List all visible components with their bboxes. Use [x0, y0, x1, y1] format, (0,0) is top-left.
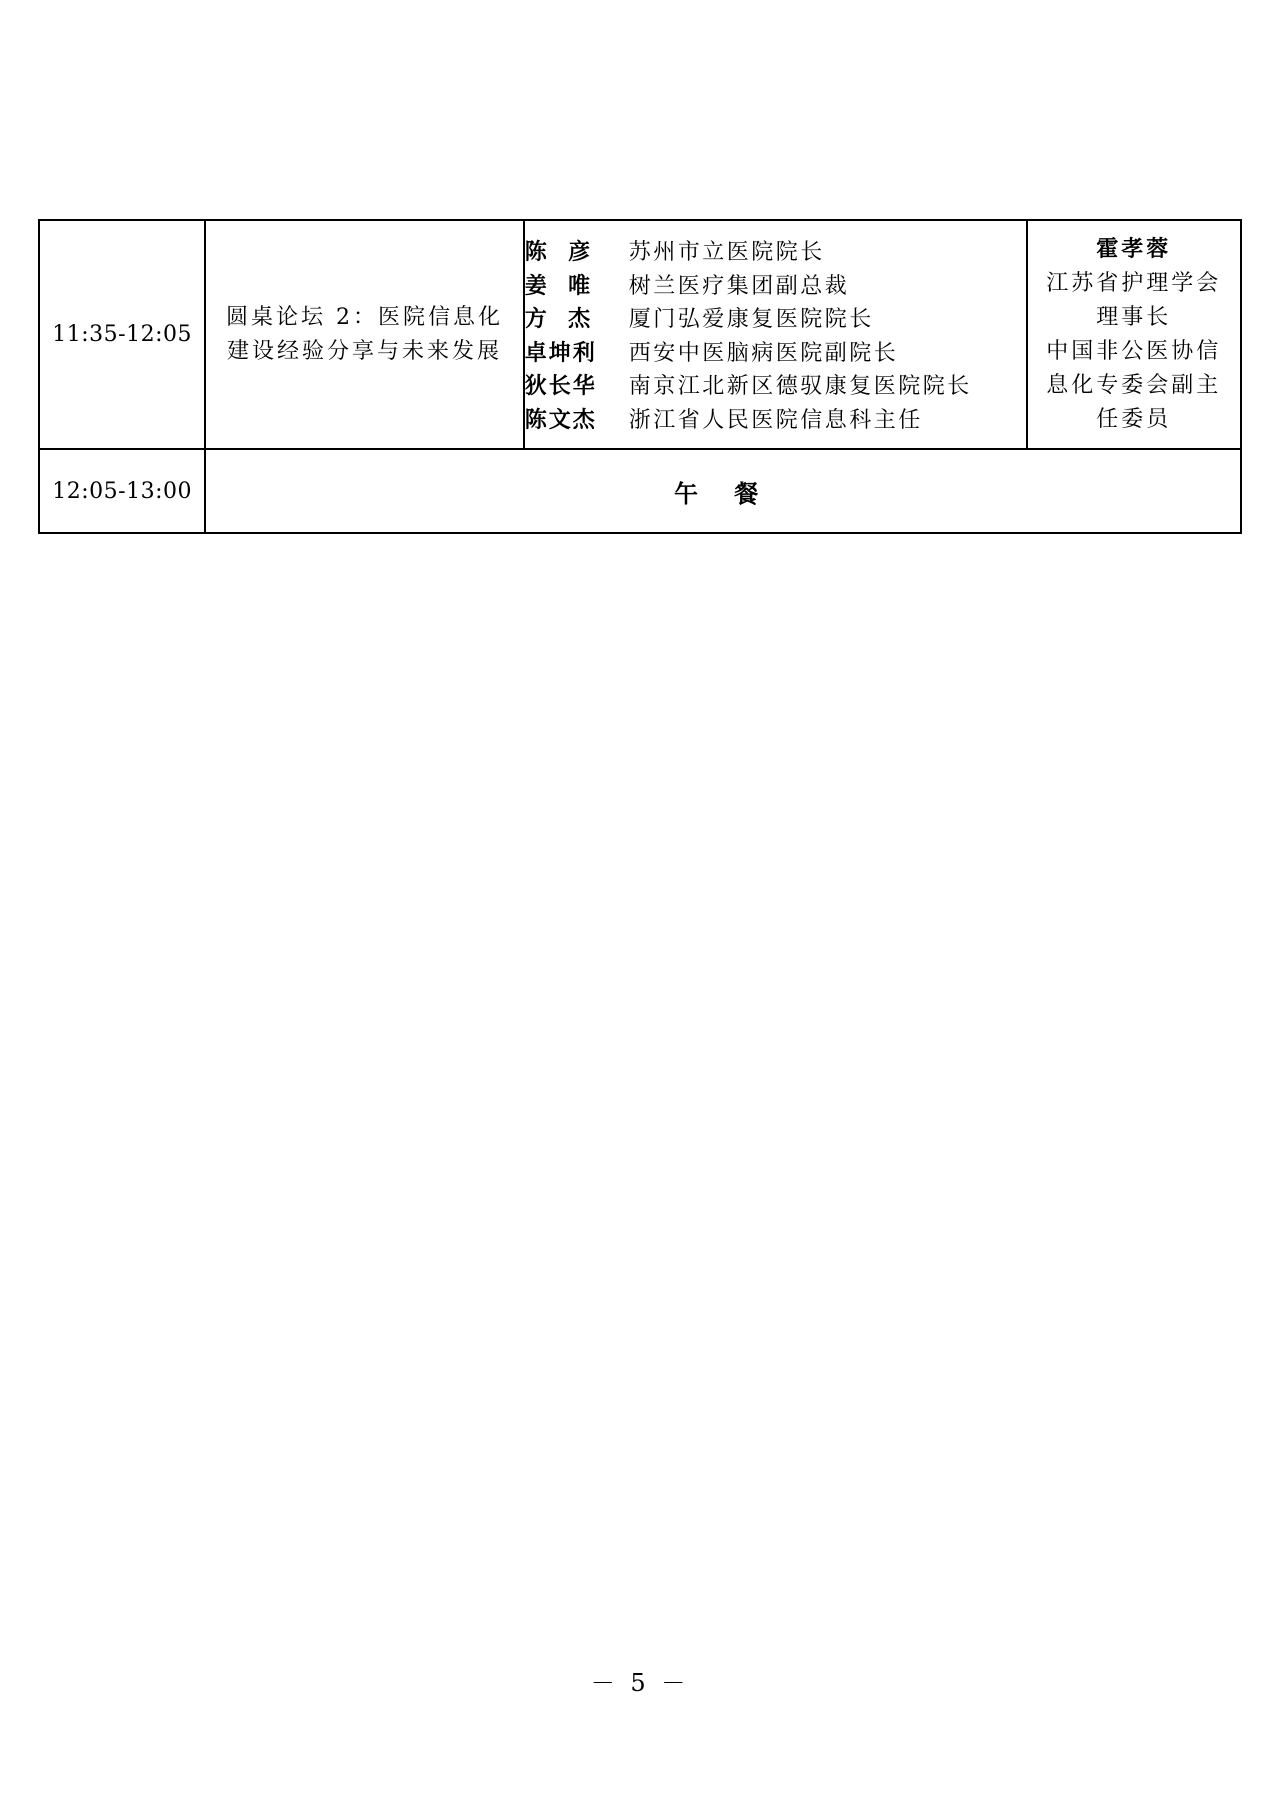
speaker-role: 南京江北新区德驭康复医院院长: [628, 374, 972, 400]
agenda-table: [38, 219, 1242, 534]
session-topic: [205, 220, 524, 449]
host-role-line: 中国非公医协信: [1046, 338, 1222, 364]
speaker-name: 陈 彦: [524, 240, 593, 266]
table-row: [39, 449, 1241, 533]
session-host: [1027, 220, 1241, 449]
list-item: [525, 234, 1026, 268]
session-topic-line: 建设经验分享与未来发展: [227, 338, 503, 364]
speaker-role: 厦门弘爱康复医院院长: [628, 307, 874, 333]
speaker-name: 方 杰: [524, 307, 593, 333]
list-item: [525, 368, 1026, 402]
speaker-name: 陈文杰: [524, 407, 597, 433]
list-item: [525, 301, 1026, 335]
host-name: 霍孝蓉: [1096, 236, 1172, 262]
list-item: [525, 402, 1026, 436]
speaker-name: 姜 唯: [524, 273, 593, 299]
speaker-role: 树兰医疗集团副总裁: [628, 273, 850, 299]
speaker-name: 狄长华: [524, 374, 597, 400]
speaker-role: 苏州市立医院院长: [628, 240, 825, 266]
speaker-role: 浙江省人民医院信息科主任: [628, 407, 923, 433]
host-role-line: 任委员: [1096, 406, 1172, 432]
table-row: [39, 220, 1241, 449]
speaker-list: [524, 220, 1027, 449]
session-time: 11:35-12:05: [39, 220, 205, 449]
speaker-role: 西安中医脑病医院副院长: [628, 340, 899, 366]
lunch-label: 午 餐: [205, 449, 1241, 533]
session-topic-line: 圆桌论坛 2：医院信息化: [226, 304, 504, 330]
page-number: － 5 －: [590, 1669, 690, 1697]
speaker-name: 卓坤利: [524, 340, 597, 366]
session-time: 12:05-13:00: [39, 449, 205, 533]
host-role-line: 江苏省护理学会: [1046, 270, 1222, 296]
list-item: [525, 335, 1026, 369]
list-item: [525, 268, 1026, 302]
host-role-line: 理事长: [1096, 304, 1172, 330]
host-role-line: 息化专委会副主: [1046, 372, 1222, 398]
